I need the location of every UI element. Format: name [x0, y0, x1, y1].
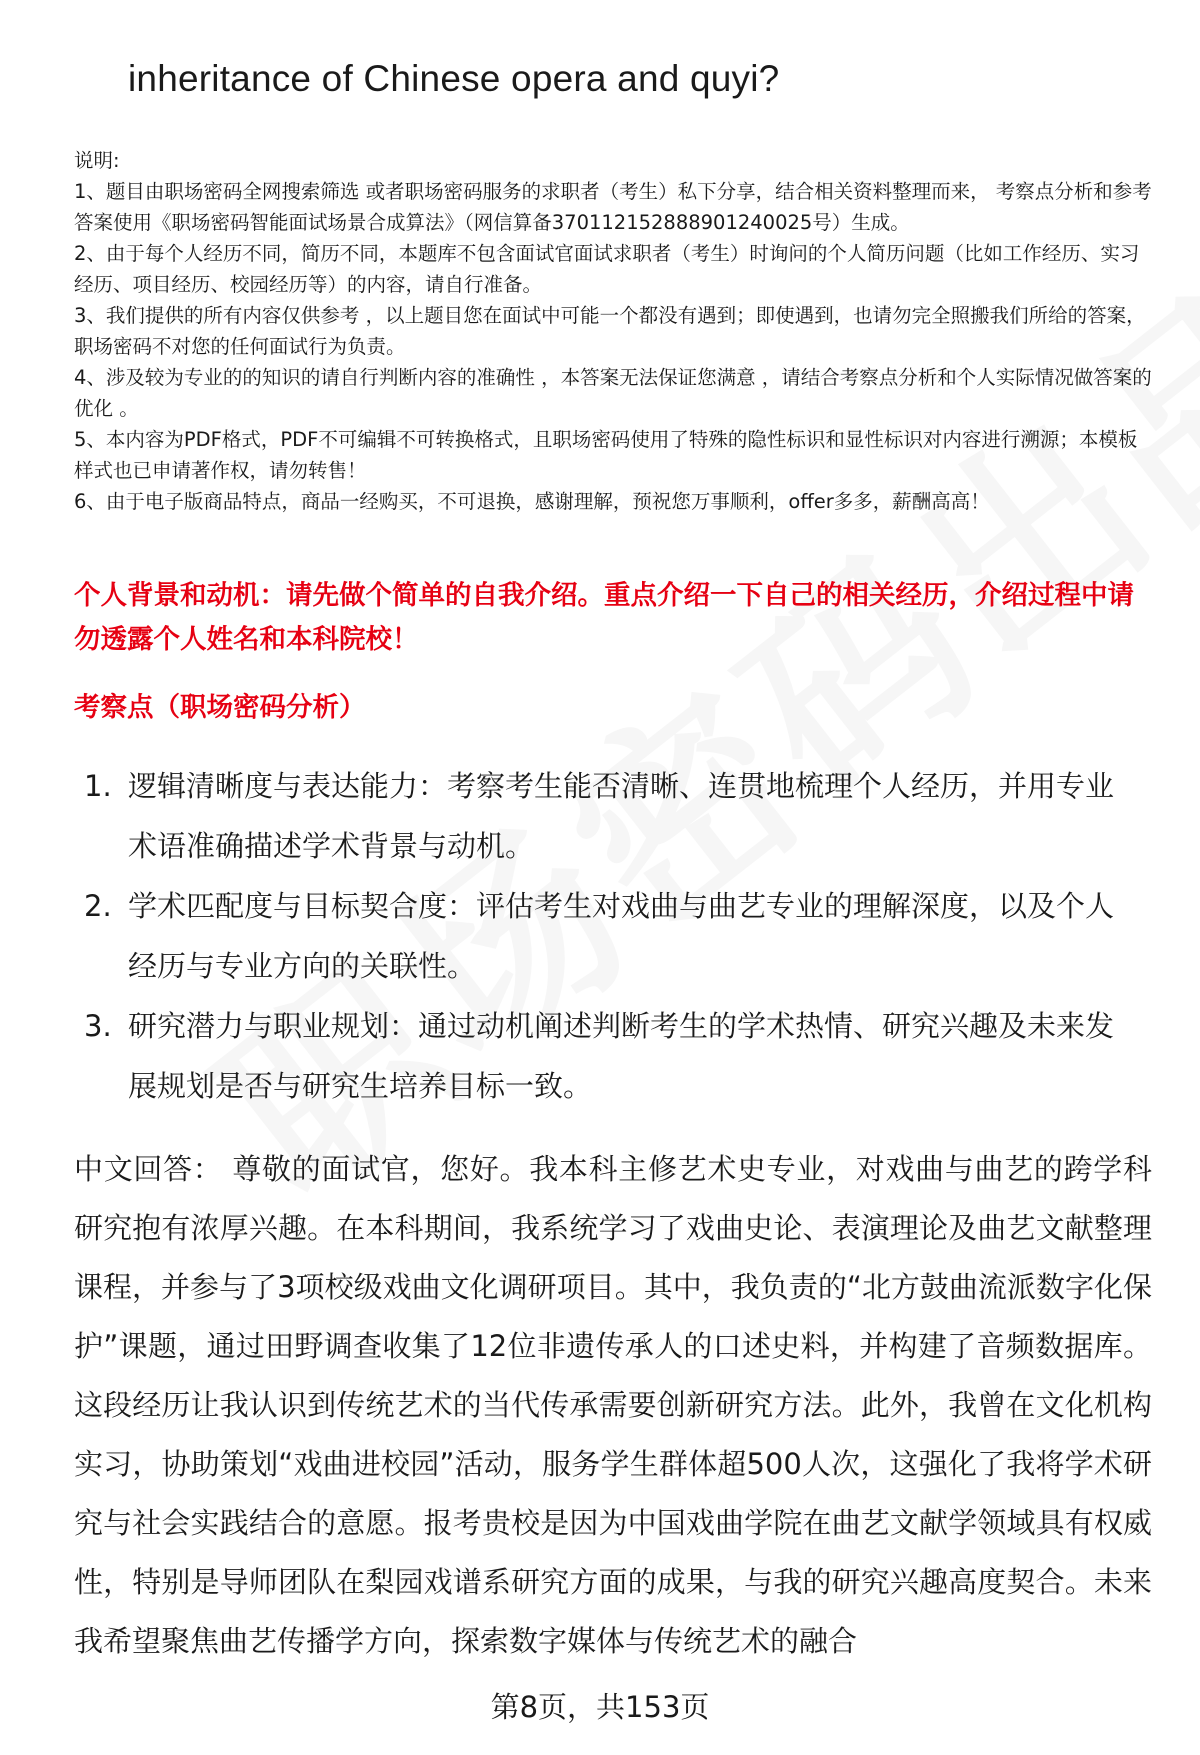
point-text: 学术匹配度与目标契合度：评估考生对戏曲与曲艺专业的理解深度，以及个人经历与专业方向的关联性。	[128, 889, 1115, 983]
notes-section	[74, 145, 1154, 517]
point-number: 3.	[84, 1009, 112, 1043]
point-text: 逻辑清晰度与表达能力：考察考生能否清晰、连贯地梳理个人经历，并用专业术语准确描述学术背景与动机。	[128, 769, 1115, 863]
note-item: 3、我们提供的所有内容仅供参考 ，以上题目您在面试中可能一个都没有遇到；即使遇到，也请勿完全照搬我们所给的答案，职场密码不对您的任何面试行为负责。	[74, 304, 1146, 358]
page-number-footer: 第8页，共153页	[490, 1690, 710, 1724]
analysis-point	[82, 876, 1142, 996]
interview-question-heading: 个人背景和动机：请先做个简单的自我介绍。重点介绍一下自己的相关经历，介绍过程中请勿透露个人姓名和本科院校！	[74, 580, 1134, 655]
analysis-point	[82, 756, 1142, 876]
note-item: 2、由于每个人经历不同，简历不同，本题库不包含面试官面试求职者（考生）时询问的个人简历问题（比如工作经历、实习经历、项目经历、校园经历等）的内容，请自行准备。	[74, 242, 1140, 296]
analysis-points-list	[82, 756, 1142, 1116]
analysis-point	[82, 996, 1142, 1116]
point-number: 1.	[84, 769, 112, 803]
note-item: 4、涉及较为专业的的知识的请自行判断内容的准确性 ，本答案无法保证您满意 ，请结合考察点分析和个人实际情况做答案的优化 。	[74, 366, 1152, 420]
note-item: 1、题目由职场密码全网搜索筛选 或者职场密码服务的求职者（考生）私下分享，结合相关资料整理而来， 考察点分析和参考答案使用《职场密码智能面试场景合成算法》（网信算备370112152888901240025号）生成。	[74, 180, 1152, 234]
notes-label: 说明:	[74, 149, 120, 172]
question-title-english: inheritance of Chinese opera and quyi?	[128, 58, 780, 99]
note-item: 5、本内容为PDF格式，PDF不可编辑不可转换格式，且职场密码使用了特殊的隐性标识和显性标识对内容进行溯源；本模板样式也已申请著作权，请勿转售！	[74, 428, 1138, 482]
point-number: 2.	[84, 889, 112, 923]
note-item: 6、由于电子版商品特点，商品一经购买，不可退换，感谢理解，预祝您万事顺利，offer多多，薪酬高高！	[74, 490, 990, 513]
chinese-answer: 中文回答： 尊敬的面试官，您好。我本科主修艺术史专业，对戏曲与曲艺的跨学科研究抱有浓厚兴趣。在本科期间，我系统学习了戏曲史论、表演理论及曲艺文献整理课程，并参与了3项校级戏曲文化调研项目。其中，我负责的“北方鼓曲流派数字化保护”课题，通过田野调查收集了12位非遗传承人的口述史料，并构建了音频数据库。这段经历让我认识到传统艺术的当代传承需要创新研究方法。此外，我曾在文化机构实习，协助策划“戏曲进校园”活动，服务学生群体超500人次，这强化了我将学术研究与社会实践结合的意愿。报考贵校是因为中国戏曲学院在曲艺文献学领域具有权威性，特别是导师团队在梨园戏谱系研究方面的成果，与我的研究兴趣高度契合。未来我希望聚焦曲艺传播学方向，探索数字媒体与传统艺术的融合	[74, 1152, 1152, 1658]
point-text: 研究潜力与职业规划：通过动机阐述判断考生的学术热情、研究兴趣及未来发展规划是否与研究生培养目标一致。	[128, 1009, 1115, 1103]
analysis-heading: 考察点（职场密码分析）	[74, 692, 366, 723]
